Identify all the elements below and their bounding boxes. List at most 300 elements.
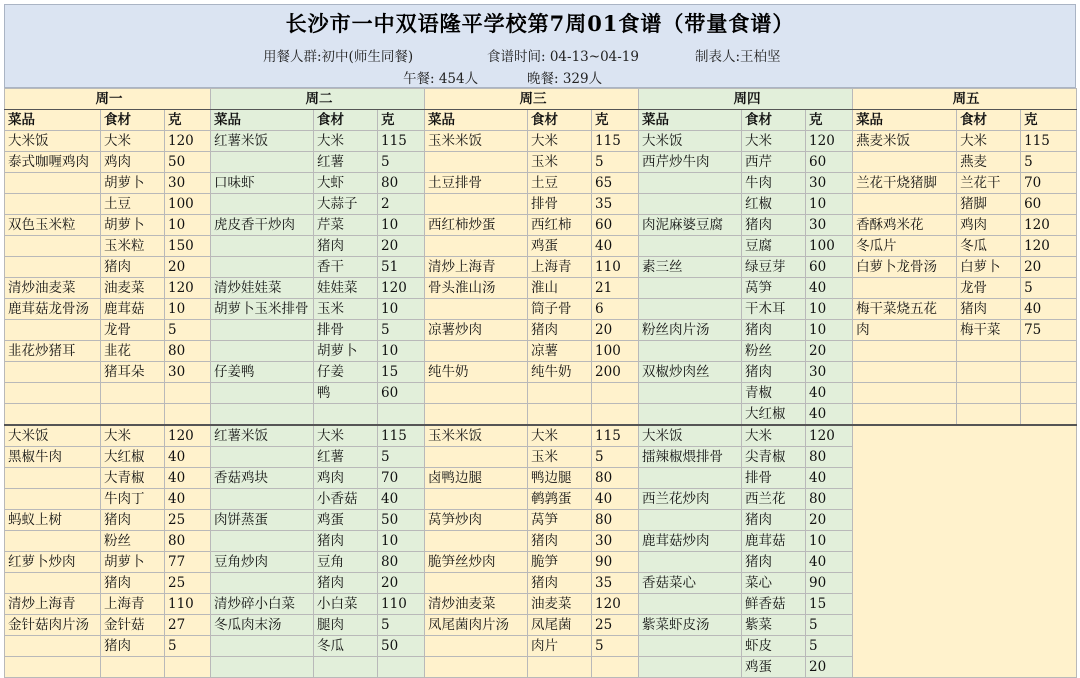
dish-cell: [5, 383, 101, 404]
dish-cell: [425, 299, 528, 320]
ingredient-cell: 仔姜: [314, 362, 378, 383]
dish-cell: [5, 236, 101, 257]
grams-cell: 120: [165, 425, 211, 447]
ingredient-cell: 虾皮: [742, 636, 806, 657]
grams-cell: 5: [1021, 278, 1077, 299]
friday-dinner-empty: [853, 425, 1077, 678]
dish-column-header: 菜品: [853, 110, 957, 131]
ingredient-column-header: 食材: [528, 110, 592, 131]
ingredient-cell: 上海青: [528, 257, 592, 278]
grams-cell: 15: [806, 594, 853, 615]
grams-cell: 110: [165, 594, 211, 615]
dish-cell: [853, 278, 957, 299]
ingredient-cell: 凤尾菌: [528, 615, 592, 636]
grams-cell: 40: [165, 447, 211, 468]
grams-cell: [165, 404, 211, 426]
grams-cell: 15: [378, 362, 425, 383]
lunch-row: [5, 362, 1077, 383]
dish-cell: 素三丝: [639, 257, 742, 278]
grams-cell: 20: [378, 573, 425, 594]
grams-cell: 100: [165, 194, 211, 215]
dish-cell: [5, 320, 101, 341]
grams-cell: 40: [1021, 299, 1077, 320]
ingredient-cell: 凉薯: [528, 341, 592, 362]
grams-cell: 120: [378, 278, 425, 299]
dish-cell: [211, 194, 314, 215]
dish-cell: 擂辣椒煨排骨: [639, 447, 742, 468]
ingredient-cell: 大米: [528, 131, 592, 152]
grams-cell: 120: [806, 131, 853, 152]
ingredient-cell: 鹌鹑蛋: [528, 489, 592, 510]
dish-cell: 清炒碎小白菜: [211, 594, 314, 615]
grams-cell: 5: [1021, 152, 1077, 173]
ingredient-cell: 冬瓜: [957, 236, 1021, 257]
grams-cell: 60: [592, 215, 639, 236]
ingredient-cell: 油麦菜: [101, 278, 165, 299]
dish-cell: [425, 341, 528, 362]
ingredient-cell: 肉片: [528, 636, 592, 657]
grams-cell: 120: [165, 278, 211, 299]
dish-cell: [5, 404, 101, 426]
dish-cell: [853, 404, 957, 426]
dish-cell: 纯牛奶: [425, 362, 528, 383]
grams-cell: 35: [592, 194, 639, 215]
grams-cell: 80: [165, 531, 211, 552]
dish-cell: [211, 320, 314, 341]
dish-cell: 西兰花炒肉: [639, 489, 742, 510]
ingredient-cell: 油麦菜: [528, 594, 592, 615]
grams-cell: 30: [592, 531, 639, 552]
dish-cell: 豆角炒肉: [211, 552, 314, 573]
grams-cell: 80: [165, 341, 211, 362]
ingredient-cell: [314, 657, 378, 678]
grams-cell: 25: [165, 573, 211, 594]
ingredient-cell: [957, 404, 1021, 426]
ingredient-cell: 猪肉: [101, 636, 165, 657]
grams-cell: 30: [806, 215, 853, 236]
dish-cell: 兰花干烧猪脚: [853, 173, 957, 194]
dish-cell: 冬瓜肉末汤: [211, 615, 314, 636]
ingredient-cell: 西芹: [742, 152, 806, 173]
lunch-row: [5, 278, 1077, 299]
grams-cell: 5: [806, 615, 853, 636]
dish-cell: 大米饭: [5, 425, 101, 447]
grams-cell: 5: [378, 152, 425, 173]
dish-cell: [425, 404, 528, 426]
ingredient-cell: 小白菜: [314, 594, 378, 615]
dish-cell: [211, 657, 314, 678]
ingredient-cell: 大米: [101, 131, 165, 152]
dish-cell: 清炒油麦菜: [425, 594, 528, 615]
grams-cell: 50: [378, 510, 425, 531]
diners-label: 用餐人群:初中(师生同餐): [263, 49, 414, 65]
dish-cell: 香菇鸡块: [211, 468, 314, 489]
dish-cell: 骨头淮山汤: [425, 278, 528, 299]
dish-cell: [425, 236, 528, 257]
grams-cell: 80: [592, 510, 639, 531]
grams-cell: 60: [806, 257, 853, 278]
ingredient-cell: 红薯: [314, 152, 378, 173]
dish-cell: [639, 173, 742, 194]
ingredient-cell: [101, 404, 165, 426]
ingredient-cell: 娃娃菜: [314, 278, 378, 299]
grams-column-header: 克: [1021, 110, 1077, 131]
ingredient-cell: 猪肉: [742, 552, 806, 573]
grams-cell: 21: [592, 278, 639, 299]
ingredient-cell: 燕麦: [957, 152, 1021, 173]
grams-cell: 120: [592, 594, 639, 615]
ingredient-cell: 紫菜: [742, 615, 806, 636]
ingredient-cell: 大红椒: [742, 404, 806, 426]
ingredient-cell: 排骨: [314, 320, 378, 341]
ingredient-cell: 大虾: [314, 173, 378, 194]
grams-cell: 40: [806, 468, 853, 489]
dish-cell: 玉米米饭: [425, 425, 528, 447]
grams-cell: 90: [806, 573, 853, 594]
ingredient-cell: 西红柿: [528, 215, 592, 236]
ingredient-cell: 龙骨: [101, 320, 165, 341]
dish-cell: [5, 657, 101, 678]
grams-cell: 80: [378, 552, 425, 573]
dish-cell: [211, 573, 314, 594]
dish-cell: 土豆排骨: [425, 173, 528, 194]
ingredient-cell: 白萝卜: [957, 257, 1021, 278]
dish-cell: 肉饼蒸蛋: [211, 510, 314, 531]
dish-cell: [853, 194, 957, 215]
grams-cell: 5: [378, 615, 425, 636]
ingredient-cell: 玉米粒: [101, 236, 165, 257]
dish-cell: 凉薯炒肉: [425, 320, 528, 341]
dish-cell: 西芹炒牛肉: [639, 152, 742, 173]
grams-cell: 5: [165, 636, 211, 657]
dish-cell: [639, 468, 742, 489]
grams-cell: [592, 383, 639, 404]
sheet-header: [4, 4, 1076, 88]
ingredient-cell: 猪肉: [957, 299, 1021, 320]
ingredient-column-header: 食材: [101, 110, 165, 131]
grams-cell: 40: [165, 489, 211, 510]
grams-cell: 10: [378, 299, 425, 320]
ingredient-cell: 猪肉: [101, 510, 165, 531]
ingredient-cell: 大青椒: [101, 468, 165, 489]
grams-cell: 115: [378, 425, 425, 447]
ingredient-cell: 鸡蛋: [742, 657, 806, 678]
dish-cell: [639, 236, 742, 257]
grams-cell: 5: [592, 447, 639, 468]
dish-cell: [639, 299, 742, 320]
dish-cell: 肉泥麻婆豆腐: [639, 215, 742, 236]
ingredient-cell: 鸭: [314, 383, 378, 404]
ingredient-cell: 菜心: [742, 573, 806, 594]
ingredient-cell: 大米: [314, 131, 378, 152]
ingredient-cell: [314, 404, 378, 426]
dish-cell: 清炒娃娃菜: [211, 278, 314, 299]
grams-cell: [378, 657, 425, 678]
dish-cell: [425, 447, 528, 468]
ingredient-cell: [957, 383, 1021, 404]
grams-cell: 50: [165, 152, 211, 173]
grams-cell: 20: [806, 510, 853, 531]
dish-column-header: 菜品: [211, 110, 314, 131]
grams-cell: 25: [592, 615, 639, 636]
ingredient-cell: 鸡肉: [101, 152, 165, 173]
ingredient-cell: 猪肉: [314, 531, 378, 552]
dish-cell: [5, 531, 101, 552]
ingredient-cell: 腿肉: [314, 615, 378, 636]
grams-cell: 6: [592, 299, 639, 320]
grams-cell: 40: [806, 552, 853, 573]
ingredient-cell: 红椒: [742, 194, 806, 215]
ingredient-cell: [528, 383, 592, 404]
grams-cell: 150: [165, 236, 211, 257]
dish-cell: [5, 636, 101, 657]
dish-cell: 香酥鸡米花: [853, 215, 957, 236]
dish-cell: [639, 194, 742, 215]
ingredient-cell: 纯牛奶: [528, 362, 592, 383]
ingredient-cell: 干木耳: [742, 299, 806, 320]
ingredient-cell: 大米: [528, 425, 592, 447]
ingredient-cell: 青椒: [742, 383, 806, 404]
dish-cell: [211, 236, 314, 257]
dish-cell: [211, 341, 314, 362]
ingredient-cell: 脆笋: [528, 552, 592, 573]
grams-cell: 10: [165, 299, 211, 320]
grams-cell: 30: [165, 362, 211, 383]
dish-cell: [425, 489, 528, 510]
grams-cell: 10: [165, 215, 211, 236]
ingredient-cell: 猪肉: [742, 510, 806, 531]
dish-cell: 大米饭: [5, 131, 101, 152]
dish-cell: [211, 489, 314, 510]
dish-cell: 仔姜鸭: [211, 362, 314, 383]
grams-cell: 20: [806, 657, 853, 678]
grams-cell: 51: [378, 257, 425, 278]
dish-cell: 冬瓜片: [853, 236, 957, 257]
lunch-row: [5, 194, 1077, 215]
ingredient-cell: 排骨: [528, 194, 592, 215]
dish-cell: 肉: [853, 320, 957, 341]
grams-cell: [592, 657, 639, 678]
grams-cell: 200: [592, 362, 639, 383]
ingredient-cell: 猪耳朵: [101, 362, 165, 383]
dish-column-header: 菜品: [5, 110, 101, 131]
ingredient-cell: 胡萝卜: [101, 173, 165, 194]
dish-column-header: 菜品: [425, 110, 528, 131]
grams-cell: [1021, 383, 1077, 404]
ingredient-cell: 大蒜子: [314, 194, 378, 215]
dish-cell: [5, 194, 101, 215]
menu-table: [4, 88, 1077, 678]
dish-cell: [639, 383, 742, 404]
ingredient-cell: 猪肉: [742, 362, 806, 383]
grams-cell: 20: [806, 341, 853, 362]
grams-cell: 5: [378, 447, 425, 468]
lunch-row: [5, 152, 1077, 173]
ingredient-cell: 鸡蛋: [314, 510, 378, 531]
ingredient-cell: 猪肉: [528, 573, 592, 594]
dish-cell: 鹿茸菇炒肉: [639, 531, 742, 552]
ingredient-cell: 韭花: [101, 341, 165, 362]
grams-cell: 80: [378, 173, 425, 194]
grams-cell: 25: [165, 510, 211, 531]
ingredient-cell: 大米: [101, 425, 165, 447]
dish-cell: [639, 510, 742, 531]
dish-cell: [425, 194, 528, 215]
grams-cell: 40: [592, 489, 639, 510]
dish-cell: [639, 404, 742, 426]
grams-cell: 10: [806, 320, 853, 341]
grams-column-header: 克: [378, 110, 425, 131]
dish-cell: 金针菇肉片汤: [5, 615, 101, 636]
ingredient-column-header: 食材: [314, 110, 378, 131]
lunch-row: [5, 236, 1077, 257]
ingredient-cell: 冬瓜: [314, 636, 378, 657]
ingredient-cell: [528, 657, 592, 678]
ingredient-cell: [957, 362, 1021, 383]
ingredient-cell: 鸭边腿: [528, 468, 592, 489]
dish-cell: 玉米米饭: [425, 131, 528, 152]
grams-cell: 115: [1021, 131, 1077, 152]
grams-cell: 40: [806, 383, 853, 404]
grams-cell: [1021, 362, 1077, 383]
day-header-fri: 周五: [853, 89, 1077, 110]
grams-cell: 65: [592, 173, 639, 194]
dish-cell: 蚂蚁上树: [5, 510, 101, 531]
ingredient-cell: 淮山: [528, 278, 592, 299]
lunch-row: [5, 131, 1077, 152]
author-label: 制表人:王柏坚: [695, 49, 781, 65]
grams-cell: 40: [378, 489, 425, 510]
dish-cell: 泰式咖喱鸡肉: [5, 152, 101, 173]
dish-cell: [853, 152, 957, 173]
lunch-row: [5, 215, 1077, 236]
grams-cell: [378, 404, 425, 426]
dish-column-header: 菜品: [639, 110, 742, 131]
period-label: 食谱时间: 04-13~04-19: [487, 49, 639, 65]
grams-cell: 110: [592, 257, 639, 278]
grams-cell: 20: [592, 320, 639, 341]
grams-cell: 115: [592, 131, 639, 152]
dish-cell: [639, 657, 742, 678]
dish-cell: [5, 257, 101, 278]
ingredient-cell: [101, 383, 165, 404]
dish-cell: 大米饭: [639, 425, 742, 447]
dish-cell: [5, 468, 101, 489]
dish-cell: [211, 636, 314, 657]
grams-cell: 10: [806, 531, 853, 552]
dish-cell: [425, 636, 528, 657]
dish-cell: [425, 383, 528, 404]
dinner-count: 晚餐: 329人: [527, 71, 603, 87]
ingredient-cell: 大米: [314, 425, 378, 447]
dish-cell: [639, 636, 742, 657]
grams-cell: [165, 657, 211, 678]
dish-cell: [425, 152, 528, 173]
ingredient-cell: 芹菜: [314, 215, 378, 236]
grams-cell: 80: [806, 489, 853, 510]
dish-cell: [211, 383, 314, 404]
grams-cell: 5: [378, 320, 425, 341]
ingredient-cell: 玉米: [528, 152, 592, 173]
grams-cell: 20: [1021, 257, 1077, 278]
ingredient-cell: 土豆: [528, 173, 592, 194]
ingredient-cell: 猪肉: [528, 531, 592, 552]
dish-cell: 双色玉米粒: [5, 215, 101, 236]
ingredient-cell: 金针菇: [101, 615, 165, 636]
ingredient-cell: 小香菇: [314, 489, 378, 510]
grams-cell: [1021, 404, 1077, 426]
dish-cell: [211, 257, 314, 278]
grams-cell: 10: [378, 531, 425, 552]
ingredient-cell: 粉丝: [101, 531, 165, 552]
grams-cell: 20: [165, 257, 211, 278]
ingredient-cell: 猪肉: [742, 215, 806, 236]
ingredient-cell: 大米: [957, 131, 1021, 152]
grams-cell: 30: [806, 173, 853, 194]
dish-cell: 虎皮香干炒肉: [211, 215, 314, 236]
dish-cell: 燕麦米饭: [853, 131, 957, 152]
ingredient-cell: 胡萝卜: [314, 341, 378, 362]
ingredient-cell: 大红椒: [101, 447, 165, 468]
dish-cell: 西红柿炒蛋: [425, 215, 528, 236]
dish-cell: [5, 489, 101, 510]
ingredient-cell: 粉丝: [742, 341, 806, 362]
grams-cell: 27: [165, 615, 211, 636]
ingredient-cell: 猪肉: [314, 573, 378, 594]
dish-cell: [211, 447, 314, 468]
grams-cell: 10: [806, 194, 853, 215]
ingredient-cell: 龙骨: [957, 278, 1021, 299]
grams-cell: 20: [378, 236, 425, 257]
dish-cell: [853, 362, 957, 383]
ingredient-column-header: 食材: [957, 110, 1021, 131]
dish-cell: [425, 657, 528, 678]
dish-cell: 口味虾: [211, 173, 314, 194]
lunch-row: [5, 320, 1077, 341]
dish-cell: [5, 362, 101, 383]
day-header-mon: 周一: [5, 89, 211, 110]
dish-cell: 梅干菜烧五花: [853, 299, 957, 320]
dish-cell: 卤鸭边腿: [425, 468, 528, 489]
ingredient-cell: 鸡肉: [957, 215, 1021, 236]
dish-cell: [5, 573, 101, 594]
dish-cell: 脆笋丝炒肉: [425, 552, 528, 573]
ingredient-cell: 上海青: [101, 594, 165, 615]
dish-cell: [211, 404, 314, 426]
ingredient-cell: 玉米: [314, 299, 378, 320]
lunch-row: [5, 383, 1077, 404]
ingredient-cell: [101, 657, 165, 678]
grams-cell: 10: [378, 341, 425, 362]
ingredient-cell: 筒子骨: [528, 299, 592, 320]
ingredient-cell: 鲜香菇: [742, 594, 806, 615]
grams-cell: [592, 404, 639, 426]
grams-cell: 70: [1021, 173, 1077, 194]
grams-column-header: 克: [165, 110, 211, 131]
grams-cell: 5: [592, 636, 639, 657]
dish-cell: 清炒上海青: [425, 257, 528, 278]
grams-cell: 5: [592, 152, 639, 173]
grams-cell: 120: [806, 425, 853, 447]
dish-cell: [5, 173, 101, 194]
dish-cell: 鹿茸菇龙骨汤: [5, 299, 101, 320]
dish-cell: 大米饭: [639, 131, 742, 152]
dish-cell: 白萝卜龙骨汤: [853, 257, 957, 278]
dish-cell: [853, 341, 957, 362]
ingredient-cell: 鹿茸菇: [101, 299, 165, 320]
grams-cell: 40: [806, 404, 853, 426]
grams-cell: 30: [806, 362, 853, 383]
